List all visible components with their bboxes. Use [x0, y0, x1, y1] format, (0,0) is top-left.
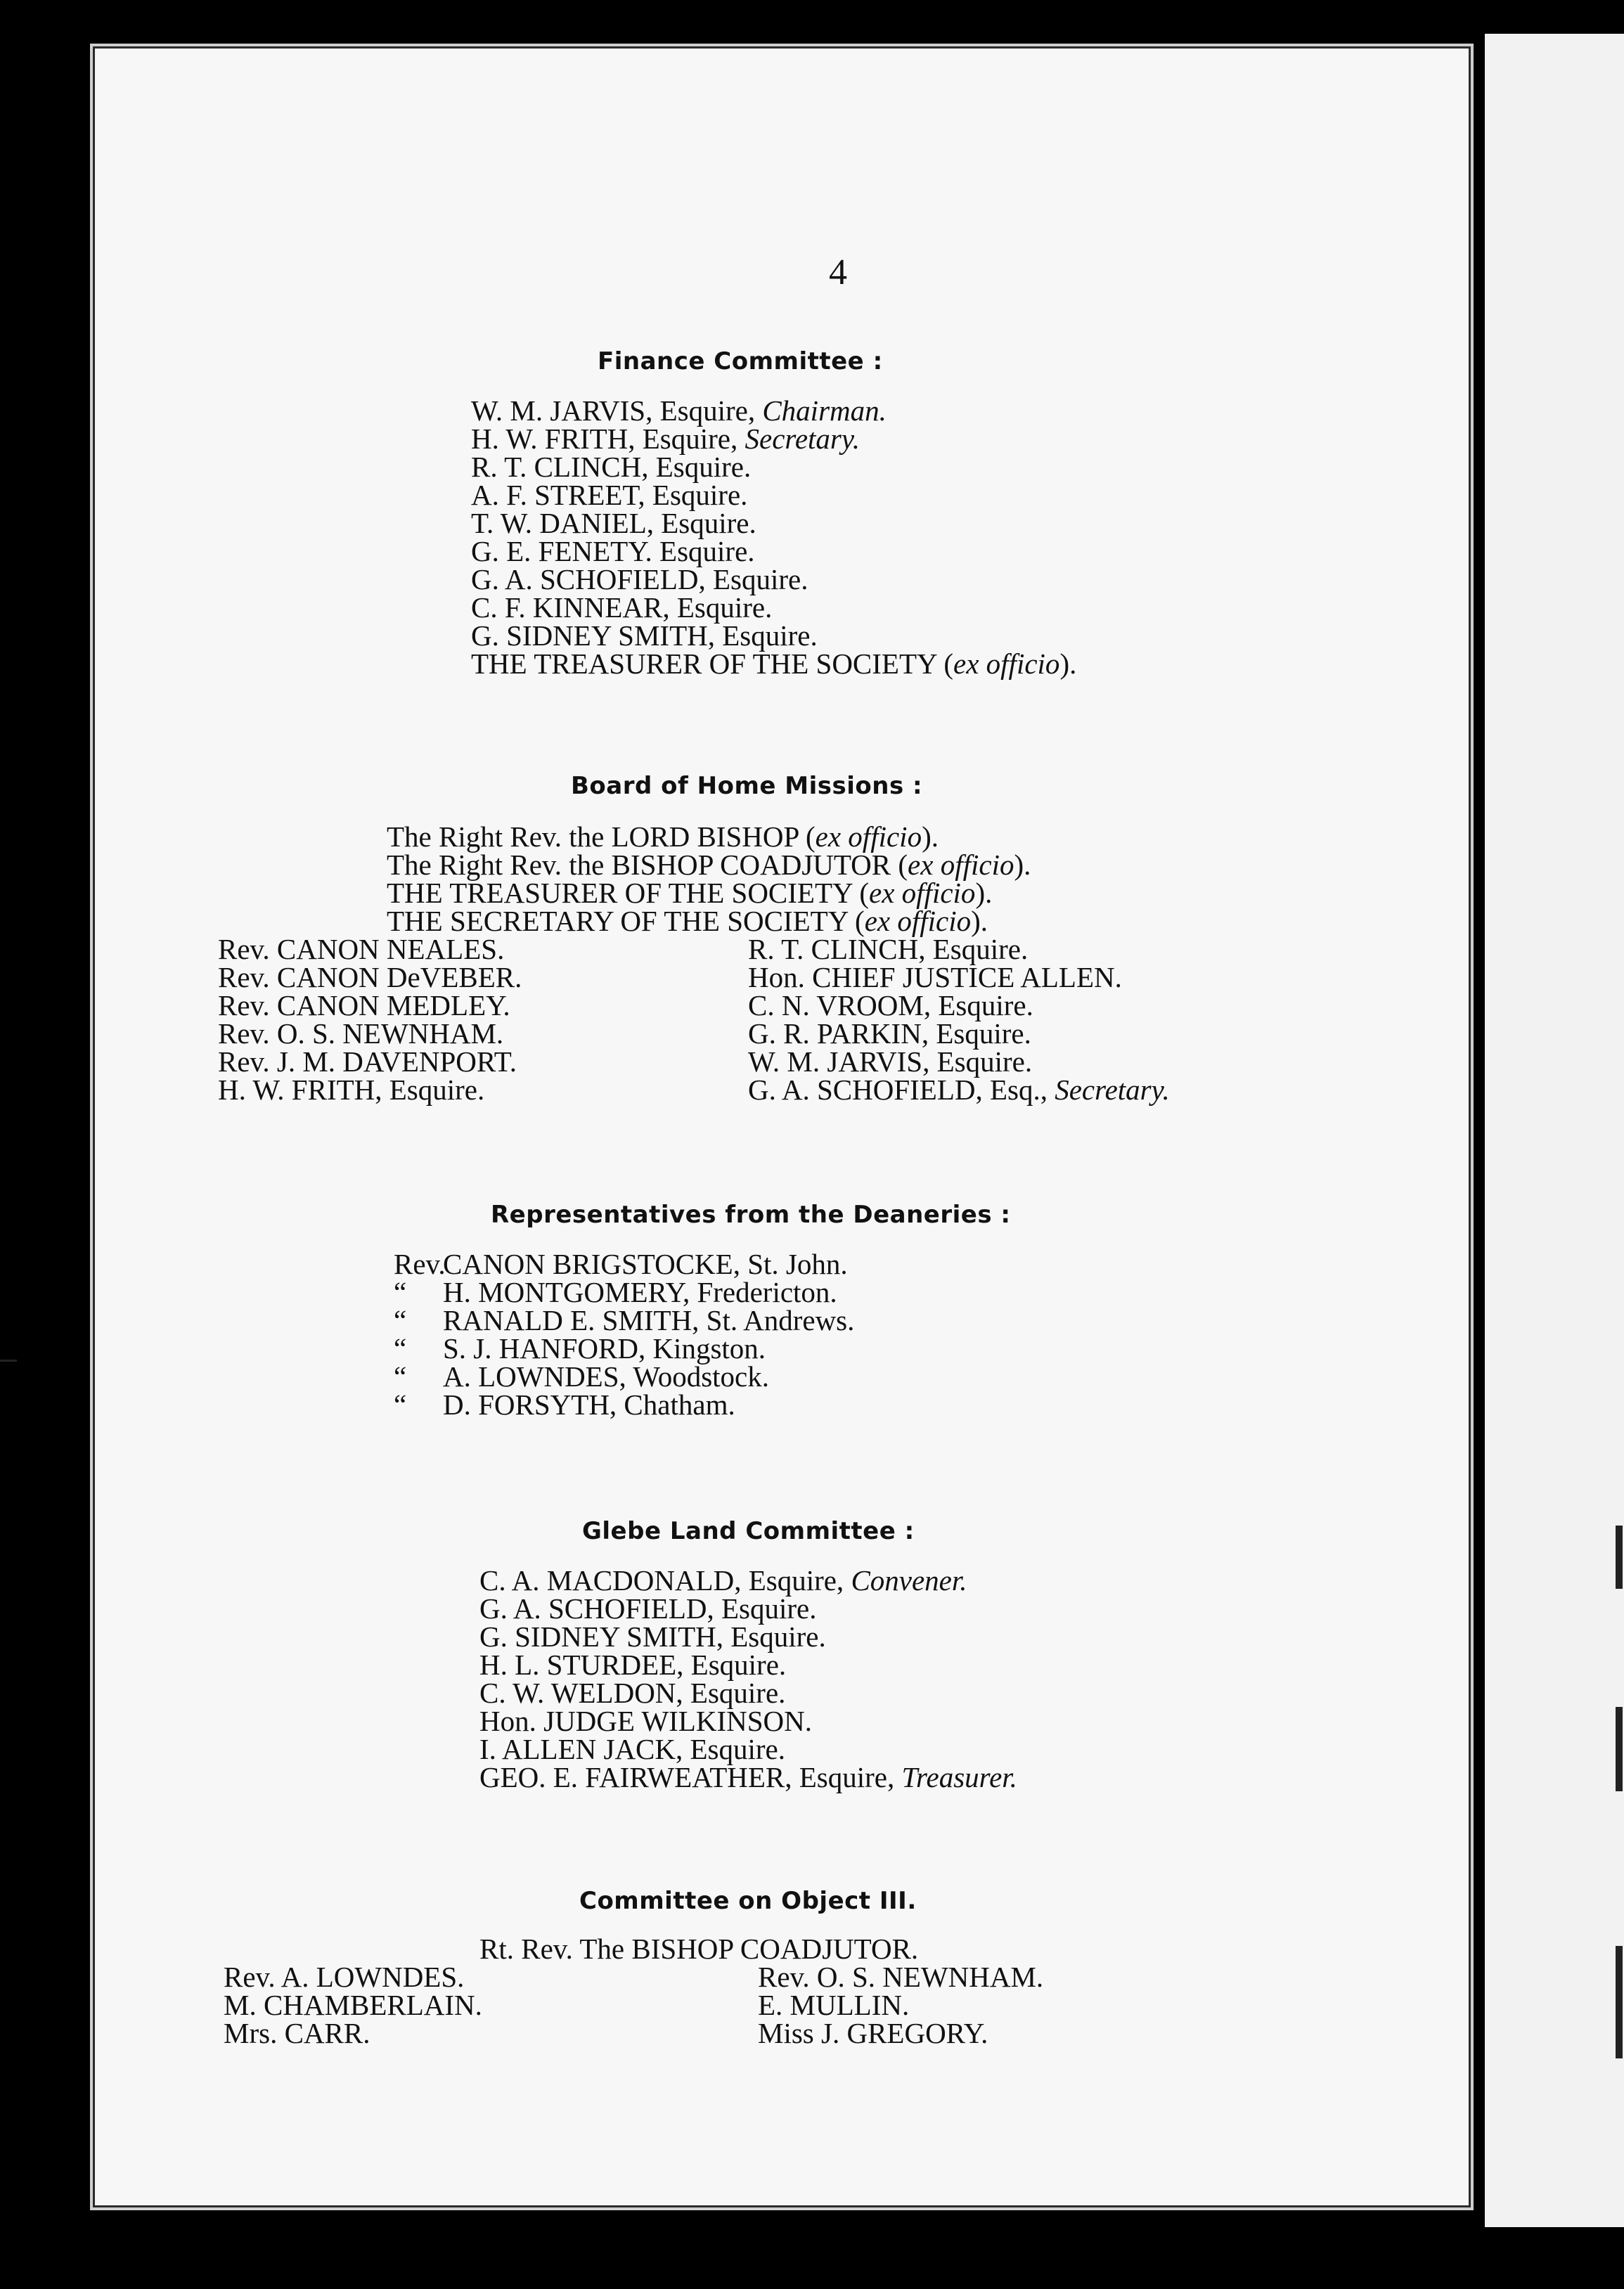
- finance-member: THE TREASURER OF THE SOCIETY (ex officio).: [471, 647, 1077, 680]
- object-three-left-column: [224, 1963, 482, 2047]
- facing-page-mark: [1616, 1707, 1623, 1791]
- deanery-representative: “ H. MONTGOMERY, Fredericton.: [394, 1276, 837, 1308]
- finance-committee-heading: Finance Committee :: [598, 347, 883, 375]
- object-three-right-column: [758, 1963, 1043, 2047]
- ex-officio-member: The Right Rev. the LORD BISHOP (ex officio).: [387, 820, 939, 853]
- home-missions-member: Rev. CANON MEDLEY.: [218, 989, 510, 1021]
- glebe-member: H. L. STURDEE, Esquire.: [479, 1649, 787, 1681]
- home-missions-member: Rev. CANON DeVEBER.: [218, 961, 522, 993]
- document-page: [90, 44, 1474, 2210]
- object-three-member: Mrs. CARR.: [224, 2017, 370, 2049]
- glebe-member: Hon. JUDGE WILKINSON.: [479, 1705, 812, 1737]
- home-missions-member: W. M. JARVIS, Esquire.: [748, 1045, 1033, 1078]
- finance-member: T. W. DANIEL, Esquire.: [471, 507, 756, 539]
- home-missions-ex-officio: [387, 820, 1031, 937]
- finance-member: R. T. CLINCH, Esquire.: [471, 451, 752, 483]
- finance-member: C. F. KINNEAR, Esquire.: [471, 591, 773, 624]
- finance-member: H. W. FRITH, Esquire, Secretary.: [471, 423, 861, 455]
- deanery-representative: “ A. LOWNDES, Woodstock.: [394, 1360, 769, 1393]
- home-missions-member: G. R. PARKIN, Esquire.: [748, 1017, 1031, 1050]
- object-three-member: Miss J. GREGORY.: [758, 2017, 988, 2049]
- ex-officio-member: THE SECRETARY OF THE SOCIETY (ex officio).: [387, 905, 988, 937]
- object-three-member: Rev. O. S. NEWNHAM.: [758, 1961, 1044, 1993]
- home-missions-heading: Board of Home Missions :: [571, 772, 923, 800]
- home-missions-member: Rev. CANON NEALES.: [218, 933, 505, 965]
- home-missions-member: Rev. J. M. DAVENPORT.: [218, 1045, 517, 1078]
- deanery-representative: Rev.CANON BRIGSTOCKE, St. John.: [394, 1248, 848, 1280]
- finance-committee-list: [471, 396, 1076, 678]
- finance-member: G. A. SCHOFIELD, Esquire.: [471, 563, 808, 595]
- glebe-member: C. W. WELDON, Esquire.: [479, 1677, 786, 1709]
- object-three-member: E. MULLIN.: [758, 1989, 910, 2021]
- object-three-chair: Rt. Rev. The BISHOP COADJUTOR.: [479, 1933, 919, 1965]
- deaneries-heading: Representatives from the Deaneries :: [491, 1201, 1011, 1229]
- finance-member: W. M. JARVIS, Esquire, Chairman.: [471, 394, 887, 427]
- margin-mark: [0, 1360, 17, 1362]
- glebe-committee-heading: Glebe Land Committee :: [582, 1517, 915, 1545]
- glebe-committee-list: [479, 1566, 1017, 1791]
- facing-page-mark: [1616, 1946, 1623, 2058]
- glebe-member: G. SIDNEY SMITH, Esquire.: [479, 1620, 826, 1653]
- glebe-member: I. ALLEN JACK, Esquire.: [479, 1733, 786, 1765]
- object-three-member: Rev. A. LOWNDES.: [224, 1961, 465, 1993]
- home-missions-member: Hon. CHIEF JUSTICE ALLEN.: [748, 961, 1122, 993]
- home-missions-member: R. T. CLINCH, Esquire.: [748, 933, 1029, 965]
- facing-page-mark: [1616, 1526, 1623, 1589]
- home-missions-right-column: [748, 935, 1170, 1104]
- deanery-representative: “ S. J. HANFORD, Kingston.: [394, 1332, 766, 1365]
- facing-page-edge: [1485, 34, 1624, 2227]
- ex-officio-member: The Right Rev. the BISHOP COADJUTOR (ex officio).: [387, 849, 1031, 881]
- glebe-member: C. A. MACDONALD, Esquire, Convener.: [479, 1564, 967, 1597]
- deaneries-list: [394, 1250, 854, 1419]
- home-missions-member: G. A. SCHOFIELD, Esq., Secretary.: [748, 1073, 1170, 1106]
- object-three-heading: Committee on Object III.: [579, 1887, 917, 1915]
- finance-member: A. F. STREET, Esquire.: [471, 479, 748, 511]
- home-missions-left-column: [218, 935, 522, 1104]
- finance-member: G. E. FENETY. Esquire.: [471, 535, 755, 567]
- glebe-member: GEO. E. FAIRWEATHER, Esquire, Treasurer.: [479, 1761, 1017, 1793]
- glebe-member: G. A. SCHOFIELD, Esquire.: [479, 1592, 817, 1625]
- ex-officio-member: THE TREASURER OF THE SOCIETY (ex officio).: [387, 877, 993, 909]
- deanery-representative: “ D. FORSYTH, Chatham.: [394, 1388, 735, 1421]
- home-missions-member: H. W. FRITH, Esquire.: [218, 1073, 485, 1106]
- page-number: 4: [829, 252, 847, 292]
- home-missions-member: C. N. VROOM, Esquire.: [748, 989, 1033, 1021]
- home-missions-member: Rev. O. S. NEWNHAM.: [218, 1017, 504, 1050]
- deanery-representative: “ RANALD E. SMITH, St. Andrews.: [394, 1304, 855, 1336]
- finance-member: G. SIDNEY SMITH, Esquire.: [471, 619, 818, 652]
- object-three-member: M. CHAMBERLAIN.: [224, 1989, 482, 2021]
